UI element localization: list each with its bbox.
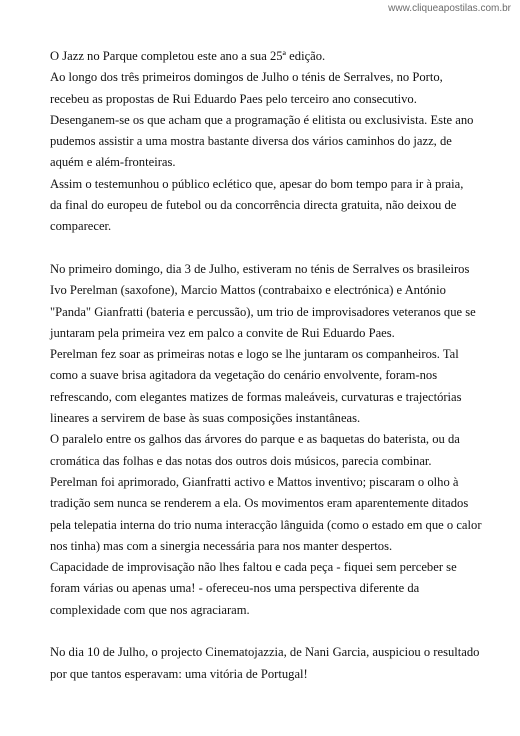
text-line: "Panda" Gianfratti (bateria e percussão), um trio de improvisadores veteranos que se	[50, 304, 476, 319]
text-line: Ao longo dos três primeiros domingos de Julho o ténis de Serralves, no Porto,	[50, 70, 443, 85]
text-line: Desenganem-se os que acham que a programação é elitista ou exclusivista. Este ano	[50, 112, 474, 127]
text-line: pela telepatia interna do trio numa interacção lânguida (como o estado em que o calor	[50, 517, 482, 532]
text-line: aquém e além-fronteiras.	[50, 155, 176, 170]
document-body	[50, 46, 490, 685]
text-line: Ivo Perelman (saxofone), Marcio Mattos (contrabaixo e electrónica) e António	[50, 283, 446, 298]
text-line: Capacidade de improvisação não lhes faltou e cada peça - fiquei sem perceber se	[50, 560, 457, 575]
text-line: Perelman fez soar as primeiras notas e logo se lhe juntaram os companheiros. Tal	[50, 347, 459, 362]
text-line: como a suave brisa agitadora da vegetação do cenário envolvente, foram-nos	[50, 368, 438, 383]
text-line: No primeiro domingo, dia 3 de Julho, estiveram no ténis de Serralves os brasileiros	[50, 261, 470, 276]
text-line: da final do europeu de futebol ou da concorrência directa gratuita, não deixou de	[50, 198, 457, 213]
text-line: cromática das folhas e das notas dos outros dois músicos, parecia combinar.	[50, 453, 432, 468]
paragraph-intro	[50, 46, 490, 238]
text-line: foram várias ou apenas uma! - ofereceu-nos uma perspectiva diferente da	[50, 581, 420, 596]
paragraph-spacer	[50, 238, 490, 259]
text-line: complexidade com que nos agraciaram.	[50, 602, 250, 617]
text-line: Perelman foi aprimorado, Gianfratti activo e Mattos inventivo; piscaram o olho à	[50, 474, 459, 489]
paragraph-second-sunday	[50, 642, 490, 685]
text-line: recebeu as propostas de Rui Eduardo Paes pelo terceiro ano consecutivo.	[50, 91, 417, 106]
text-line: No dia 10 de Julho, o projecto Cinematojazzia, de Nani Garcia, auspiciou o resultado	[50, 645, 480, 660]
paragraph-spacer	[50, 621, 490, 642]
text-line: O Jazz no Parque completou este ano a sua 25ª edição.	[50, 49, 326, 63]
text-line: Assim o testemunhou o público eclético que, apesar do bom tempo para ir à praia,	[50, 176, 464, 191]
text-line: pudemos assistir a uma mostra bastante diversa dos vários caminhos do jazz, de	[50, 134, 452, 149]
text-line: O paralelo entre os galhos das árvores do parque e as baquetas do baterista, ou da	[50, 432, 460, 447]
text-line: comparecer.	[50, 219, 112, 234]
text-line: por que tantos esperavam: uma vitória de Portugal!	[50, 666, 308, 681]
text-line: refrescando, com elegantes matizes de formas maleáveis, curvaturas e trajectórias	[50, 389, 462, 404]
text-line: juntaram pela primeira vez em palco a convite de Rui Eduardo Paes.	[50, 325, 395, 340]
watermark-url: www.cliqueapostilas.com.br	[388, 3, 511, 14]
text-line: tradição sem nunca se renderem a ela. Os movimentos eram aparentemente ditados	[50, 496, 469, 511]
text-line: lineares a servirem de base às suas composições instantâneas.	[50, 411, 361, 426]
paragraph-first-sunday	[50, 259, 490, 621]
text-line: nos tinha) mas com a sinergia necessária para nos manter despertos.	[50, 538, 393, 553]
